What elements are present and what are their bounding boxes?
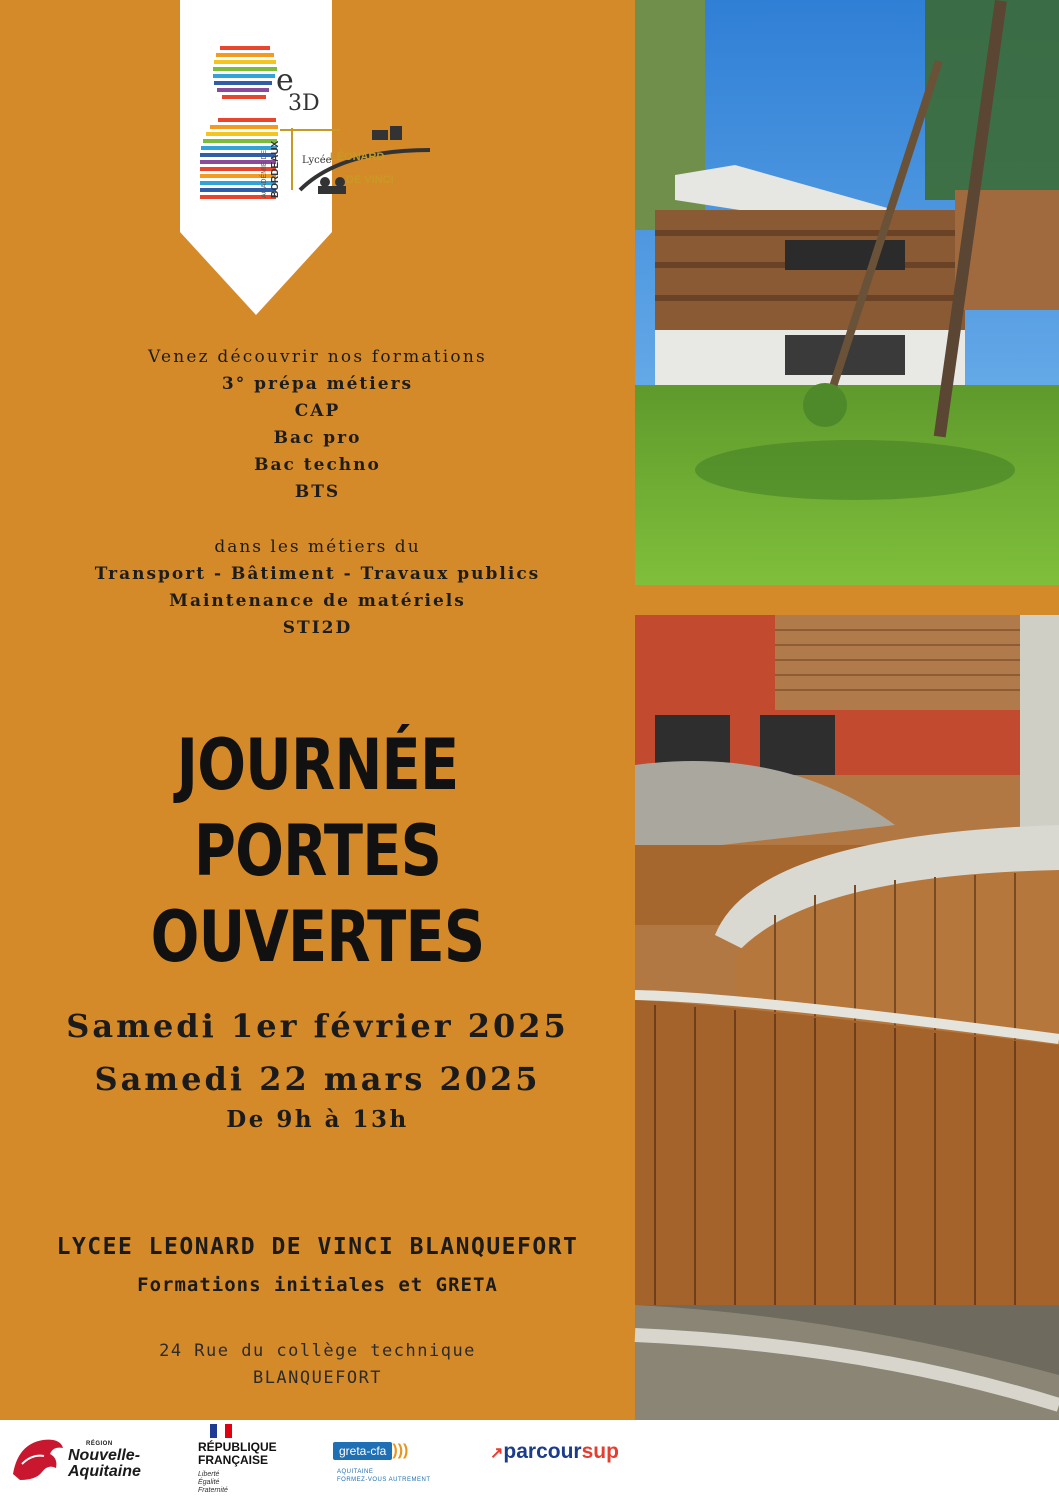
formations-block [0, 344, 635, 506]
parcoursup-logo: ↗parcoursup [490, 1440, 619, 1463]
logo-banner [180, 0, 394, 315]
event-hours: De 9h à 13h [226, 1106, 409, 1133]
school-name: LYCEE LEONARD DE VINCI BLANQUEFORT [56, 1234, 579, 1260]
republique-francaise-logo: RÉPUBLIQUE FRANÇAISE Liberté Égalité Fraternité [198, 1440, 277, 1494]
date-2: Samedi 22 mars 2025 [94, 1060, 541, 1098]
address-street: 24 Rue du collège technique [159, 1341, 476, 1361]
event-dates [0, 1000, 635, 1106]
domain-item: Transport - Bâtiment - Travaux publics [94, 564, 541, 584]
date-1: Samedi 1er février 2025 [66, 1007, 569, 1045]
svg-text:3D: 3D [288, 91, 320, 116]
ramp-photo [635, 615, 1059, 1420]
photo-column [635, 0, 1059, 1420]
domains-block [0, 534, 635, 642]
e3d-logo: e [276, 63, 294, 98]
formation-item: BTS [294, 482, 341, 502]
svg-text:LÉONARD: LÉONARD [330, 151, 385, 163]
greta-cfa-logo: greta-cfa ))) AQUITAINE FORMEZ-VOUS AUTREMENT [333, 1440, 431, 1484]
parcoursup-arrow-icon: ↗ [490, 1445, 504, 1462]
formation-item: 3° prépa métiers [221, 374, 414, 394]
svg-text:BORDEAUX: BORDEAUX [270, 140, 281, 198]
nouvelle-aquitaine-lion-icon [8, 1434, 66, 1484]
title-line-2: OUVERTES [150, 896, 485, 978]
domain-item: Maintenance de matériels [169, 591, 466, 611]
svg-text:ACADÉMIE DE: ACADÉMIE DE [261, 149, 268, 198]
marianne-flag-icon [210, 1424, 232, 1438]
formation-item: Bac techno [254, 455, 381, 475]
building-photo [635, 0, 1059, 585]
domains-lead: dans les métiers du [214, 537, 421, 557]
svg-text:Lycée: Lycée [302, 155, 332, 166]
domain-item: STI2D [282, 618, 353, 638]
school-address [0, 1338, 635, 1392]
svg-text:DE VINCI: DE VINCI [346, 174, 394, 186]
title-line-1: JOURNÉE PORTES [176, 724, 459, 892]
event-title [57, 722, 578, 980]
address-city: BLANQUEFORT [252, 1368, 383, 1388]
formations-lead: Venez découvrir nos formations [148, 347, 487, 367]
nouvelle-aquitaine-logo: RÉGION Nouvelle- Aquitaine [68, 1441, 141, 1480]
formation-item: Bac pro [273, 428, 362, 448]
greta-chevrons-icon: ))) [392, 1442, 409, 1459]
school-subtitle: Formations initiales et GRETA [137, 1274, 498, 1296]
formation-item: CAP [294, 401, 341, 421]
